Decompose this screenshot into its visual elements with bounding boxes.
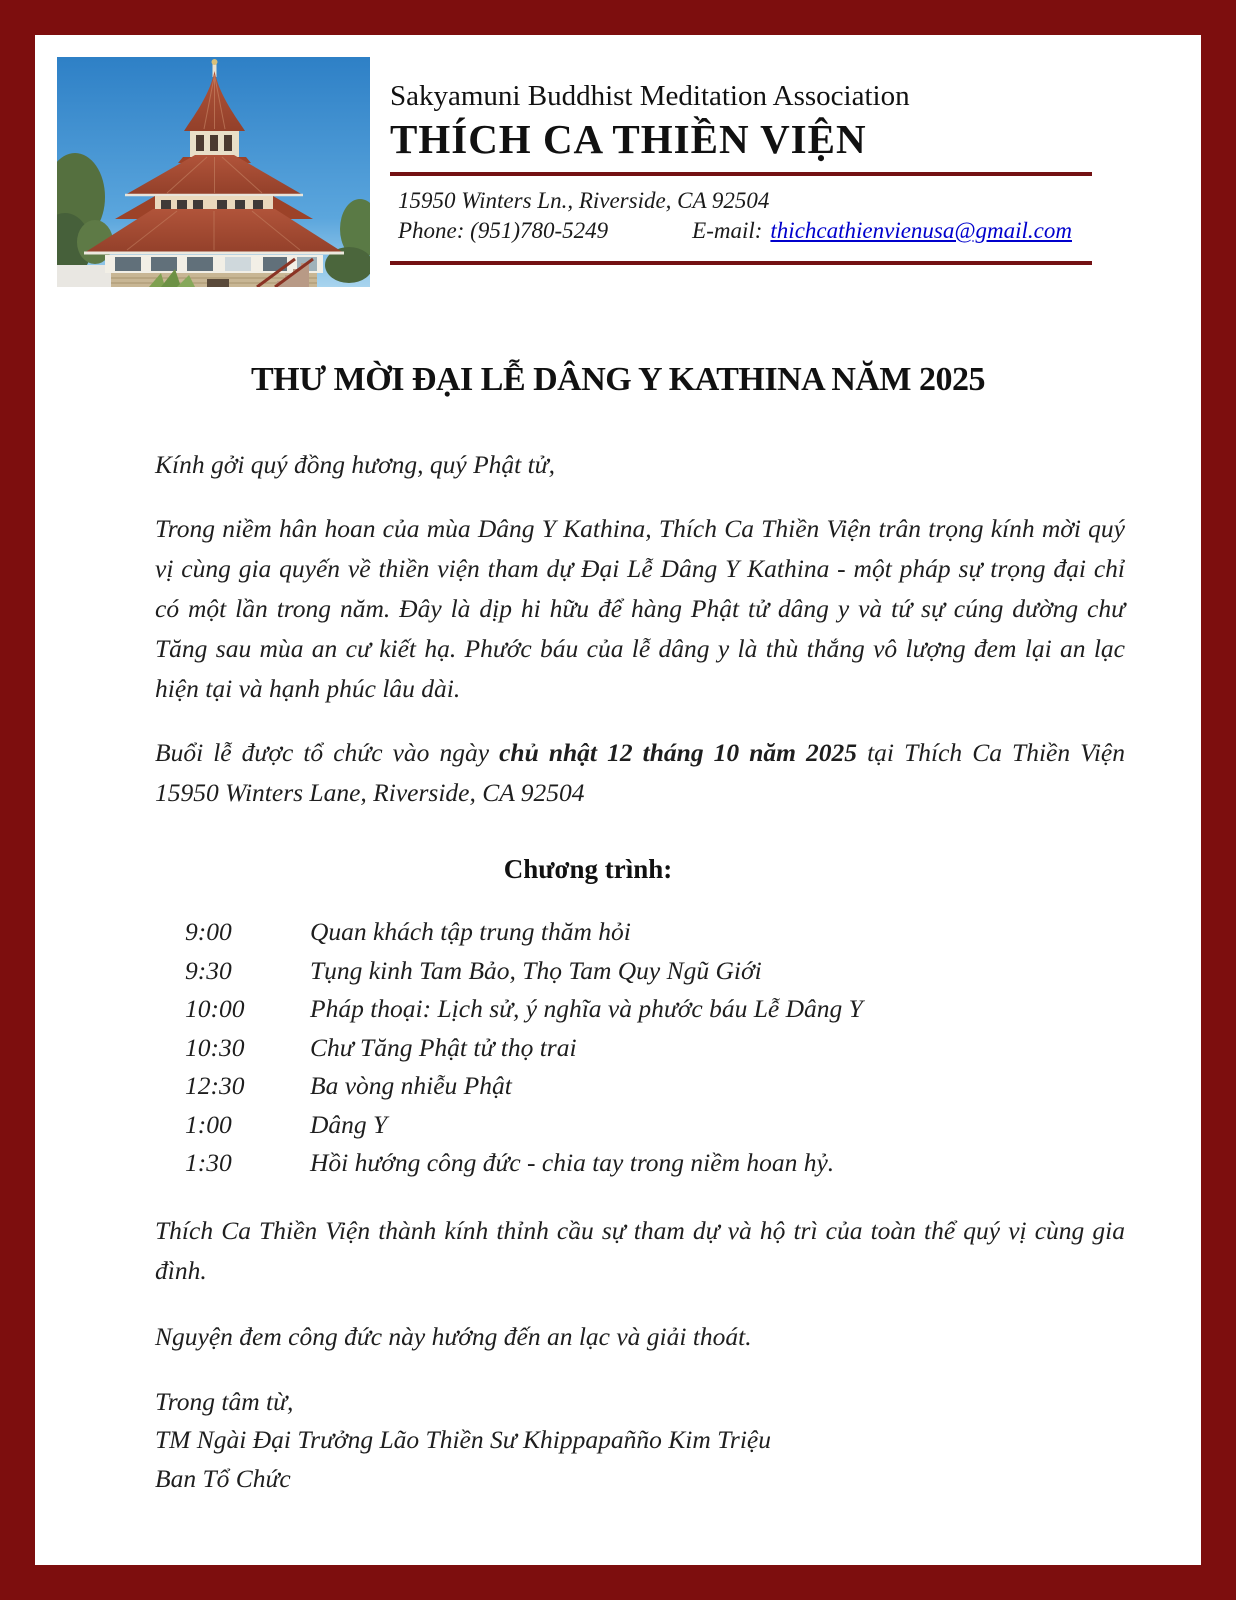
temple-photo xyxy=(57,57,370,287)
event-date: chủ nhật 12 tháng 10 năm 2025 xyxy=(499,738,858,767)
header-rule-bottom xyxy=(390,261,1092,265)
header-rule-top xyxy=(390,172,1092,176)
program-time: 1:00 xyxy=(185,1109,232,1139)
email-label: E-mail: xyxy=(692,218,763,243)
program-time: 10:30 xyxy=(185,1032,245,1062)
closing-signatory: TM Ngài Đại Trưởng Lão Thiền Sư Khippapañño Kim Triệu xyxy=(155,1425,771,1454)
program-time: 9:30 xyxy=(185,955,232,985)
closing-salutation: Trong tâm từ, xyxy=(155,1386,294,1416)
program-activity: Pháp thoại: Lịch sử, ý nghĩa và phước báu Lễ Dâng Y xyxy=(310,994,863,1023)
program-row xyxy=(155,990,1125,1029)
letterhead-info xyxy=(390,57,1201,287)
program-time: 10:00 xyxy=(185,994,245,1023)
program-activity: Ba vòng nhiễu Phật xyxy=(310,1071,512,1100)
letter-title: THƯ MỜI ĐẠI LỄ DÂNG Y KATHINA NĂM 2025 xyxy=(250,361,986,398)
paragraph-merit: Nguyện đem công đức này hướng đến an lạc và giải thoát. xyxy=(155,1321,752,1351)
program-row xyxy=(155,1144,1125,1183)
phone-number: Phone: (951)780-5249 xyxy=(398,218,609,243)
paragraph-invite: Thích Ca Thiền Viện thành kính thỉnh cầu sự tham dự và hộ trì của toàn thể quý vị cùng gia đình. xyxy=(155,1215,1125,1285)
program-activity: Tụng kinh Tam Bảo, Thọ Tam Quy Ngũ Giới xyxy=(310,955,762,985)
address-block xyxy=(398,187,1092,245)
salutation: Kính gởi quý đồng hương, quý Phật tử, xyxy=(155,450,555,479)
program-activity: Hồi hướng công đức - chia tay trong niềm hoan hỷ. xyxy=(310,1148,835,1177)
closing-committee: Ban Tổ Chức xyxy=(155,1463,291,1493)
program-time: 1:30 xyxy=(185,1148,232,1177)
program-activity: Chư Tăng Phật tử thọ trai xyxy=(310,1032,577,1062)
paragraph-intro: Trong niềm hân hoan của mùa Dâng Y Kathina, Thích Ca Thiền Viện trân trọng kính mời quý vị cùng gia quyến về thiền viện tham dự Đại Lễ Dâng Y Kathina - một pháp sự trọng đại chỉ có một lần trong năm. Đây là dịp hi hữu để hàng Phật tử dâng y và tứ sự cúng dường chư Tăng sau mùa an cư kiết hạ. Phước báu của lễ dâng y là thù thắng vô lượng đem lại an lạc hiện tại và hạnh phúc lâu dài. xyxy=(155,514,1125,703)
program-heading: Chương trình: xyxy=(503,854,673,884)
program-row xyxy=(155,1029,1125,1068)
program-row xyxy=(155,913,1125,952)
date-text-prefix: Buổi lễ được tổ chức vào ngày xyxy=(155,738,500,767)
program-row xyxy=(155,1067,1125,1106)
program-activity: Dâng Y xyxy=(310,1109,388,1139)
date-text-suffix: tại Thích Ca Thiền Viện 15950 Winters Lane, Riverside, CA 92504 xyxy=(155,738,1126,807)
program-list xyxy=(155,913,1125,1183)
org-name-english: Sakyamuni Buddhist Meditation Association xyxy=(390,80,910,112)
paragraph-date xyxy=(155,733,1125,813)
letter-body xyxy=(35,445,1201,1498)
program-time: 12:30 xyxy=(185,1071,245,1100)
program-row xyxy=(155,952,1125,991)
temple-photo-illustration xyxy=(57,57,370,287)
contact-row xyxy=(398,217,1092,245)
org-name-vietnamese: THÍCH CA THIỀN VIỆN xyxy=(390,116,867,162)
program-activity: Quan khách tập trung thăm hỏi xyxy=(310,917,631,946)
email-link[interactable]: thichcathienvienusa@gmail.com xyxy=(770,218,1072,243)
closing-block xyxy=(155,1383,1125,1499)
letterhead xyxy=(57,57,1201,287)
program-row xyxy=(155,1106,1125,1145)
street-address: 15950 Winters Ln., Riverside, CA 92504 xyxy=(398,188,770,213)
program-time: 9:00 xyxy=(185,917,232,946)
